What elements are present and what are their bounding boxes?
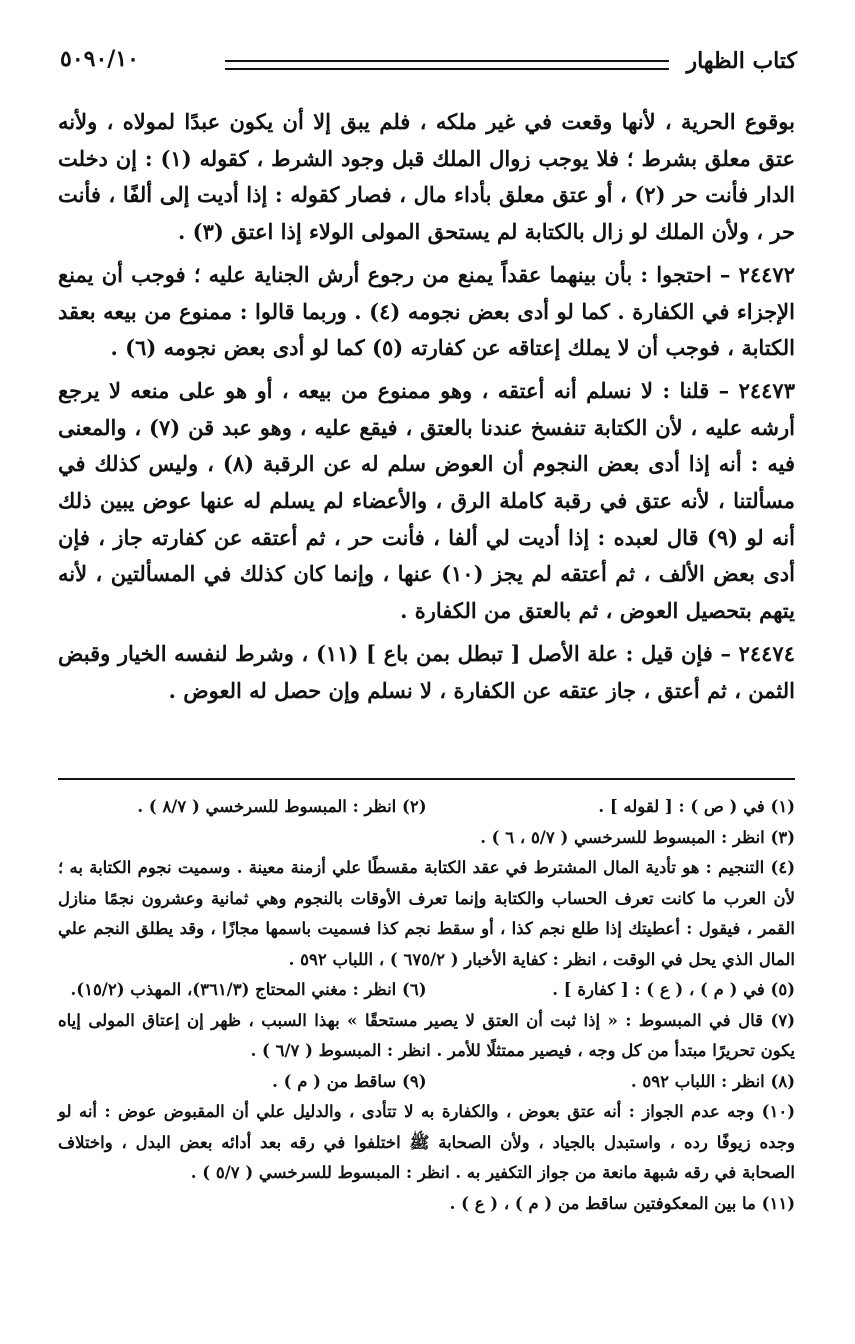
footnote-row: [58, 792, 795, 823]
footnote-separator: [58, 778, 795, 780]
footnote-9: (٩) ساقط من ( م ) .: [272, 1071, 427, 1091]
footnote-8: (٨) انظر : اللباب ٥٩٢ .: [630, 1071, 795, 1091]
main-text: [58, 104, 795, 715]
book-title: كتاب الظهار: [686, 48, 797, 74]
paragraph-24472: ٢٤٤٧٢ – احتجوا : بأن بينهما عقداً يمنع من رجوع أرش الجناية عليه ؛ فوجب أن يمنع الإجزاء في الكفارة . كما لو أدى بعض نجومه (٤) . وربما قالوا : ممنوع من بيعه بعقد الكتابة ، فوجب أن لا يملك إعتاقه عن كفارته (٥) كما لو أدى بعض نجومه (٦) .: [58, 261, 795, 361]
footnote-6: (٦) انظر : مغني المحتاج (٣٦١/٣)، المهذب (١٥/٢).: [70, 980, 427, 999]
header-double-rule: [225, 60, 669, 70]
footnotes: [58, 792, 795, 1219]
footnote-4: (٤) التنجيم : هو تأدية المال المشترط في عقد الكتابة مقسطًا علي أزمنة معينة . وسميت نجوم الكتابة به ؛ لأن العرب ما كانت تعرف الحساب والكتابة وإنما تعرف الأوقات بالنجوم وهي ثمانية وعشرون نجمًا منازل القمر ، فيقول : أعطيتك إذا طلع نجم كذا ، أو سقط نجم كذا فسميت باسمها مجازًا ، وقد يطلق النجم علي المال الذي يحل في الوقت ، انظر : كفاية الأخبار ( ٦٧٥/٢ ) ، اللباب ٥٩٢ .: [58, 858, 795, 969]
footnote-5: (٥) في ( م ) ، ( ع ) : [ كفارة ] .: [552, 980, 795, 999]
footnote-3: (٣) انظر : المبسوط للسرخسي ( ٥/٧ ، ٦ ) .: [480, 827, 795, 847]
page-number: ٥٠٩٠/١٠: [60, 46, 139, 72]
footnote-row: [58, 975, 795, 1006]
paragraph-1: بوقوع الحرية ، لأنها وقعت في غير ملكه ، فلم يبق إلا أن يكون عبدًا لمولاه ، ولأنه عتق معلق بشرط ؛ فلا يوجب زوال الملك قبل وجود الشرط ، كقوله (١) : إن دخلت الدار فأنت حر (٢) ، أو عتق معلق بأداء مال ، فصار كقوله : إذا أديت إلى ألفًا ، فأنت حر ، ولأن الملك لو زال بالكتابة لم يستحق المولى الولاء إذا اعتق (٣) .: [58, 109, 795, 245]
footnote-2: (٢) انظر : المبسوط للسرخسي ( ٨/٧ ) .: [137, 797, 427, 816]
paragraph-24474: ٢٤٤٧٤ – فإن قيل : علة الأصل [ تبطل بمن باع ] (١١) ، وشرط لنفسه الخيار وقبض الثمن ، ثم أعتق ، جاز عتقه عن الكفارة ، لا نسلم وإن حصل له العوض .: [58, 640, 795, 703]
page-header: [60, 44, 797, 84]
paragraph-24473: ٢٤٤٧٣ – قلنا : لا نسلم أنه أعتقه ، وهو ممنوع من بيعه ، أو هو على منعه لا يرجع أرشه عليه ، لأن الكتابة تنفسخ عندنا بالعتق ، فيقع عليه ، وهو عبد قن (٧) ، والمعنى فيه : أنه إذا أدى بعض النجوم أن العوض سلم له عن الرقبة (٨) ، وليس كذلك في مسألتنا ، لأنه عتق في رقبة كاملة الرق ، والأعضاء لم يسلم له عنها عوض يبين ذلك أنه لو (٩) قال لعبده : إذا أديت لي ألفا ، فأنت حر ، ثم أعتقه عن كفارته جاز ، فإن أدى بعض الألف ، ثم أعتقه لم يجز (١٠) عنها ، وإنما كان كذلك في المسألتين ، لأنه يتهم بتحصيل العوض ، ثم بالعتق من الكفارة .: [58, 377, 796, 624]
footnote-row: [58, 1067, 795, 1098]
footnote-1: (١) في ( ص ) : [ لقوله ] .: [598, 797, 795, 816]
footnote-7: (٧) قال في المبسوط : « إذا ثبت أن العتق لا يصير مستحقًا » بهذا السبب ، ظهر إن إعتاق المولى إياه يكون تحريرًا مبتدأ من كل وجه ، فيصير ممتثلًا للأمر . انظر : المبسوط ( ٦/٧ ) .: [58, 1010, 795, 1060]
footnote-10: (١٠) وجه عدم الجواز : أنه عتق بعوض ، والكفارة به لا تتأدى ، والدليل علي أن المقبوض عوض : أنه لو وجده زيوفًا رده ، واستبدل بالجياد ، ولأن الصحابة ﷺ اختلفوا في رقه بعد أدائه بعض البدل ، واختلاف الصحابة في رقه شبهة مانعة من جواز التكفير به . انظر : المبسوط للسرخسي ( ٥/٧ ) .: [58, 1102, 795, 1182]
footnote-11: (١١) ما بين المعكوفتين ساقط من ( م ) ، ( ع ) .: [449, 1193, 795, 1213]
